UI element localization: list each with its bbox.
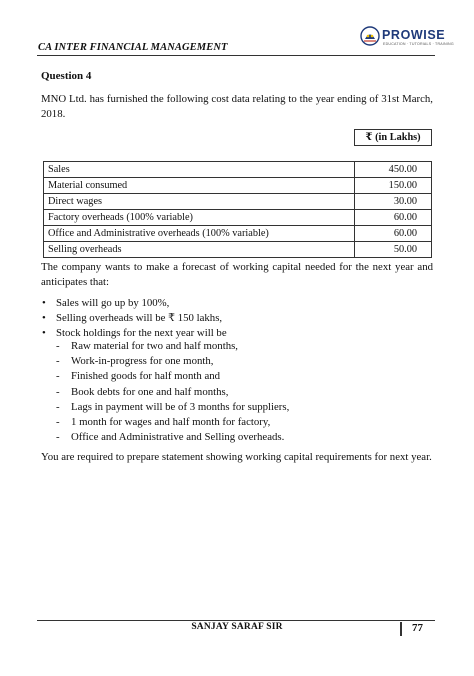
list-item — [41, 296, 433, 311]
prowise-logo — [360, 26, 454, 52]
stock-holding-list — [41, 339, 433, 445]
assumption-list — [41, 296, 433, 341]
row-amount: 60.00 — [355, 210, 432, 226]
sub-item-text: 1 month for wages and half month for factory, — [71, 416, 271, 429]
sub-list-item — [41, 354, 433, 369]
sub-list-item — [41, 430, 433, 445]
table-row — [44, 226, 432, 242]
list-item-text: Selling overheads will be ₹ 150 lakhs, — [56, 312, 223, 324]
row-label: Direct wages — [44, 194, 355, 210]
table-gap — [44, 146, 432, 162]
dash-icon: - — [56, 355, 60, 368]
owl-emblem-icon — [360, 26, 380, 46]
table-row — [44, 194, 432, 210]
dash-icon: - — [56, 431, 60, 444]
row-label: Material consumed — [44, 178, 355, 194]
logo-tagline: EDUCATION · TUTORIALS · TRAINING — [383, 42, 454, 46]
footer-divider — [37, 620, 435, 621]
sub-list-item — [41, 415, 433, 430]
sub-item-text: Raw material for two and half months, — [71, 340, 239, 352]
table-row — [44, 210, 432, 226]
requirement-text: You are required to prepare statement showing working capital requirements for next year. — [41, 451, 432, 463]
sub-list-item — [41, 369, 433, 384]
dash-icon: - — [56, 400, 60, 413]
header-title: CA INTER FINANCIAL MANAGEMENT — [38, 42, 228, 53]
table-row — [44, 162, 432, 178]
row-label: Sales — [44, 162, 355, 178]
list-item — [41, 311, 433, 326]
row-label: Selling overheads — [44, 242, 355, 258]
forecast-intro: The company wants to make a forecast of working capital needed for the next year and anticipates that: — [41, 261, 433, 288]
dash-icon: - — [56, 385, 60, 398]
dash-icon: - — [56, 370, 60, 383]
page-number: 77 — [412, 622, 423, 634]
sub-list-item — [41, 339, 433, 354]
sub-item-text: Lags in payment will be of 3 months for suppliers, — [71, 400, 290, 413]
table-header-blank — [44, 130, 355, 146]
list-item-text: Sales will go up by 100%, — [56, 297, 170, 309]
bullet-icon: • — [42, 297, 46, 309]
bullet-icon: • — [42, 327, 46, 339]
row-amount: 150.00 — [355, 178, 432, 194]
footer-page-separator — [400, 622, 402, 636]
sub-list-item — [41, 385, 433, 400]
logo-name: PROWISE — [382, 28, 446, 42]
sub-item-text: Office and Administrative and Selling overheads. — [71, 431, 285, 444]
cost-data-table — [43, 129, 432, 258]
row-label: Factory overheads (100% variable) — [44, 210, 355, 226]
question-intro: MNO Ltd. has furnished the following cost data relating to the year ending of 31st March, 2018. — [41, 93, 433, 120]
table-row — [44, 178, 432, 194]
sub-item-text: Work-in-progress for one month, — [71, 355, 214, 368]
sub-item-text: Book debts for one and half months, — [71, 385, 229, 398]
row-amount: 50.00 — [355, 242, 432, 258]
dash-icon: - — [56, 340, 60, 352]
question-title: Question 4 — [41, 70, 92, 82]
table-header-row — [44, 130, 432, 146]
header-divider — [37, 55, 435, 56]
table-header-amount: ₹ (in Lakhs) — [355, 130, 432, 146]
row-amount: 450.00 — [355, 162, 432, 178]
list-item-text: Stock holdings for the next year will be — [56, 327, 227, 339]
footer-author: SANJAY SARAF SIR — [191, 622, 283, 632]
dash-icon: - — [56, 416, 60, 429]
row-label: Office and Administrative overheads (100% variable) — [44, 226, 355, 242]
bullet-icon: • — [42, 312, 46, 324]
table-row — [44, 242, 432, 258]
sub-item-text: Finished goods for half month and — [71, 370, 221, 383]
row-amount: 60.00 — [355, 226, 432, 242]
row-amount: 30.00 — [355, 194, 432, 210]
sub-list-item — [41, 400, 433, 415]
